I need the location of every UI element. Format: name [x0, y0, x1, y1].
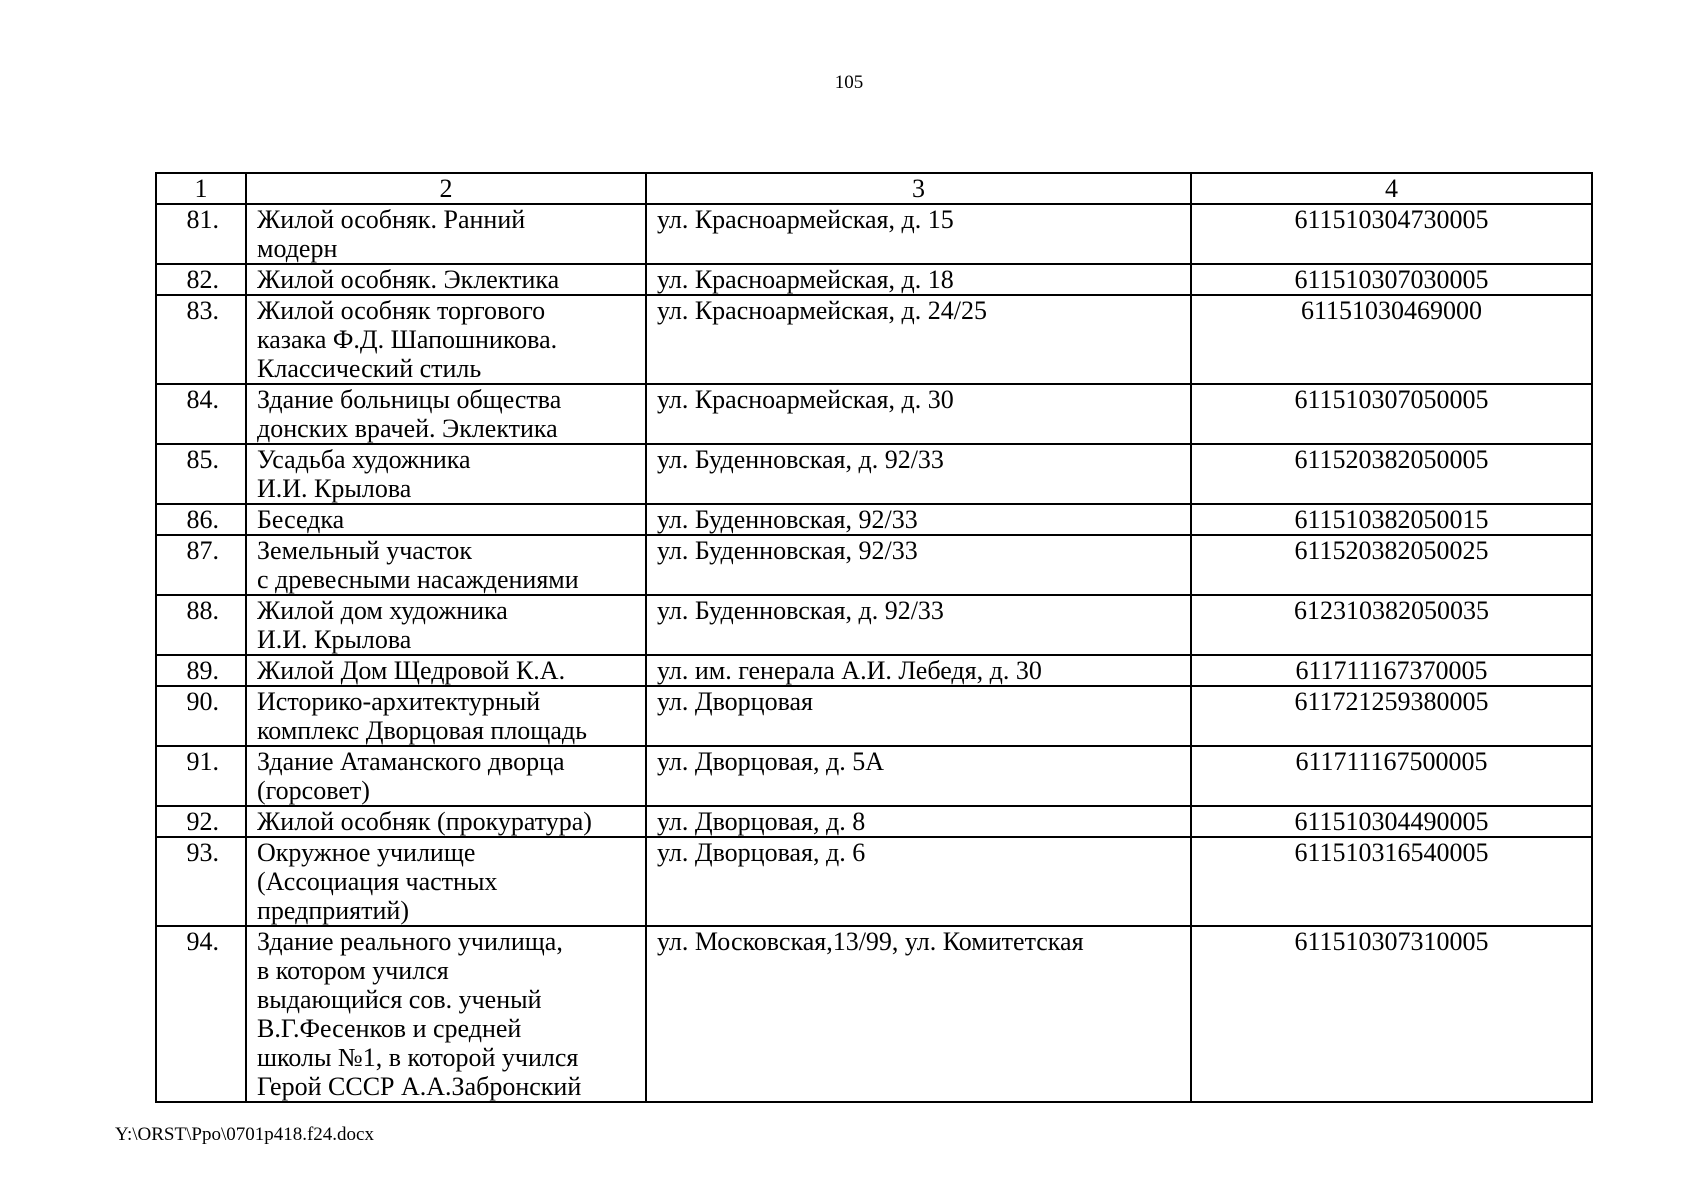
- table-row: [156, 655, 1592, 686]
- cell-line: предприятий): [257, 896, 409, 925]
- site-name-cell: [246, 504, 646, 535]
- cell-line: ул. Красноармейская, д. 18: [657, 265, 954, 294]
- site-name-cell: [246, 746, 646, 806]
- table-row: [156, 384, 1592, 444]
- site-name-cell: [246, 535, 646, 595]
- cell-line: казака Ф.Д. Шапошникова.: [257, 325, 558, 354]
- cell-line: 94.: [186, 927, 219, 956]
- cell-line: И.И. Крылова: [257, 625, 412, 654]
- cell-line: в котором учился: [257, 956, 449, 985]
- cell-line: 87.: [186, 536, 219, 565]
- table-header-row: [156, 173, 1592, 204]
- row-number-cell: [156, 535, 246, 595]
- cell-line: Жилой Дом Щедровой К.А.: [257, 656, 566, 685]
- registry-code-cell: [1191, 655, 1592, 686]
- cell-line: 611510316540005: [1294, 838, 1489, 867]
- cell-line: Жилой особняк. Эклектика: [257, 265, 560, 294]
- cell-line: Усадьба художника: [257, 445, 471, 474]
- table-row: [156, 837, 1592, 926]
- site-name-cell: [246, 204, 646, 264]
- cell-line: 92.: [186, 807, 219, 836]
- site-name-cell: [246, 295, 646, 384]
- cell-line: Здание Атаманского дворца: [257, 747, 565, 776]
- row-number-cell: [156, 926, 246, 1102]
- cell-line: 83.: [186, 296, 219, 325]
- cell-line: (Ассоциация частных: [257, 867, 498, 896]
- cell-line: Классический стиль: [257, 354, 482, 383]
- cell-line: 611711167370005: [1295, 656, 1488, 685]
- table-row: [156, 264, 1592, 295]
- registry-code-cell: [1191, 595, 1592, 655]
- table-body: [156, 173, 1592, 1102]
- site-name-cell: [246, 444, 646, 504]
- table-row: [156, 204, 1592, 264]
- table-row: [156, 444, 1592, 504]
- row-number-cell: [156, 746, 246, 806]
- table-row: [156, 595, 1592, 655]
- row-number-cell: [156, 384, 246, 444]
- cell-line: ул. Красноармейская, д. 30: [657, 385, 954, 414]
- cell-line: 612310382050035: [1294, 596, 1489, 625]
- address-cell: [646, 264, 1191, 295]
- registry-code-cell: [1191, 686, 1592, 746]
- address-cell: [646, 295, 1191, 384]
- registry-code-cell: [1191, 806, 1592, 837]
- address-cell: [646, 746, 1191, 806]
- cell-line: 611510307030005: [1294, 265, 1489, 294]
- cell-line: модерн: [257, 234, 338, 263]
- registry-code-cell: [1191, 535, 1592, 595]
- site-name-cell: [246, 806, 646, 837]
- cell-line: Земельный участок: [257, 536, 472, 565]
- header-cell-1: 1: [156, 173, 246, 204]
- cell-line: Окружное училище: [257, 838, 476, 867]
- cell-line: ул. Красноармейская, д. 24/25: [657, 296, 987, 325]
- address-cell: [646, 535, 1191, 595]
- cell-line: ул. им. генерала А.И. Лебедя, д. 30: [657, 656, 1042, 685]
- cell-line: Здание больницы общества: [257, 385, 562, 414]
- cell-line: донских врачей. Эклектика: [257, 414, 558, 443]
- cell-line: 86.: [186, 505, 219, 534]
- table-row: [156, 926, 1592, 1102]
- cell-line: 85.: [186, 445, 219, 474]
- registry-code-cell: [1191, 746, 1592, 806]
- row-number-cell: [156, 595, 246, 655]
- registry-code-cell: [1191, 384, 1592, 444]
- cell-line: 611520382050025: [1294, 536, 1489, 565]
- row-number-cell: [156, 655, 246, 686]
- cell-line: 93.: [186, 838, 219, 867]
- address-cell: [646, 504, 1191, 535]
- cell-line: выдающийся сов. ученый: [257, 985, 542, 1014]
- address-cell: [646, 655, 1191, 686]
- address-cell: [646, 444, 1191, 504]
- address-cell: [646, 595, 1191, 655]
- site-name-cell: [246, 264, 646, 295]
- row-number-cell: [156, 686, 246, 746]
- cell-line: ул. Дворцовая, д. 5А: [657, 747, 885, 776]
- address-cell: [646, 204, 1191, 264]
- site-name-cell: [246, 686, 646, 746]
- cell-line: Жилой особняк торгового: [257, 296, 546, 325]
- address-cell: [646, 806, 1191, 837]
- registry-code-cell: [1191, 295, 1592, 384]
- cell-line: 84.: [186, 385, 219, 414]
- cell-line: 611510307310005: [1294, 927, 1489, 956]
- table-row: [156, 295, 1592, 384]
- cell-line: ул. Красноармейская, д. 15: [657, 205, 954, 234]
- cell-line: И.И. Крылова: [257, 474, 412, 503]
- cell-line: 82.: [186, 265, 219, 294]
- row-number-cell: [156, 504, 246, 535]
- page-number: 105: [834, 72, 864, 93]
- row-number-cell: [156, 264, 246, 295]
- cell-line: ул. Буденновская, 92/33: [657, 505, 918, 534]
- row-number-cell: [156, 806, 246, 837]
- registry-code-cell: [1191, 264, 1592, 295]
- registry-code-cell: [1191, 837, 1592, 926]
- cell-line: ул. Буденновская, д. 92/33: [657, 596, 944, 625]
- address-cell: [646, 384, 1191, 444]
- cell-line: с древесными насаждениями: [257, 565, 579, 594]
- site-name-cell: [246, 384, 646, 444]
- header-cell-4: 4: [1191, 173, 1592, 204]
- table-row: [156, 746, 1592, 806]
- cell-line: 88.: [186, 596, 219, 625]
- cell-line: Жилой дом художника: [257, 596, 508, 625]
- cell-line: 611510304490005: [1294, 807, 1489, 836]
- registry-code-cell: [1191, 204, 1592, 264]
- cell-line: Здание реального училища,: [257, 927, 563, 956]
- cell-line: 611711167500005: [1295, 747, 1488, 776]
- site-name-cell: [246, 926, 646, 1102]
- cell-line: ул. Дворцовая, д. 8: [657, 807, 866, 836]
- table-row: [156, 686, 1592, 746]
- cell-line: Герой СССР А.А.Забронский: [257, 1072, 582, 1101]
- cell-line: 611510382050015: [1294, 505, 1489, 534]
- cell-line: 91.: [186, 747, 219, 776]
- site-name-cell: [246, 655, 646, 686]
- site-name-cell: [246, 837, 646, 926]
- address-cell: [646, 926, 1191, 1102]
- address-cell: [646, 686, 1191, 746]
- cell-line: ул. Дворцовая: [657, 687, 814, 716]
- cell-line: 89.: [186, 656, 219, 685]
- cell-line: 611510307050005: [1294, 385, 1489, 414]
- cell-line: 611510304730005: [1294, 205, 1489, 234]
- cell-line: ул. Буденновская, 92/33: [657, 536, 918, 565]
- cell-line: 611721259380005: [1294, 687, 1489, 716]
- cell-line: ул. Буденновская, д. 92/33: [657, 445, 944, 474]
- footer-file-path: Y:\ORST\Ppo\0701p418.f24.docx: [115, 1124, 374, 1145]
- cell-line: Жилой особняк. Ранний: [257, 205, 526, 234]
- cell-line: 81.: [186, 205, 219, 234]
- cell-line: Беседка: [257, 505, 345, 534]
- address-cell: [646, 837, 1191, 926]
- cell-line: ул. Дворцовая, д. 6: [657, 838, 866, 867]
- cell-line: Историко-архитектурный: [257, 687, 541, 716]
- cell-line: (горсовет): [257, 776, 370, 805]
- registry-code-cell: [1191, 926, 1592, 1102]
- table-row: [156, 535, 1592, 595]
- table-row: [156, 806, 1592, 837]
- cell-line: Жилой особняк (прокуратура): [257, 807, 592, 836]
- heritage-sites-table: [155, 172, 1593, 1103]
- header-cell-3: 3: [646, 173, 1191, 204]
- cell-line: 61151030469000: [1300, 296, 1483, 325]
- cell-line: 611520382050005: [1294, 445, 1489, 474]
- table-row: [156, 504, 1592, 535]
- registry-code-cell: [1191, 444, 1592, 504]
- cell-line: ул. Московская,13/99, ул. Комитетская: [657, 927, 1084, 956]
- cell-line: школы №1, в которой учился: [257, 1043, 579, 1072]
- cell-line: комплекс Дворцовая площадь: [257, 716, 587, 745]
- registry-code-cell: [1191, 504, 1592, 535]
- row-number-cell: [156, 837, 246, 926]
- row-number-cell: [156, 204, 246, 264]
- cell-line: В.Г.Фесенков и средней: [257, 1014, 522, 1043]
- row-number-cell: [156, 295, 246, 384]
- cell-line: 90.: [186, 687, 219, 716]
- site-name-cell: [246, 595, 646, 655]
- row-number-cell: [156, 444, 246, 504]
- header-cell-2: 2: [246, 173, 646, 204]
